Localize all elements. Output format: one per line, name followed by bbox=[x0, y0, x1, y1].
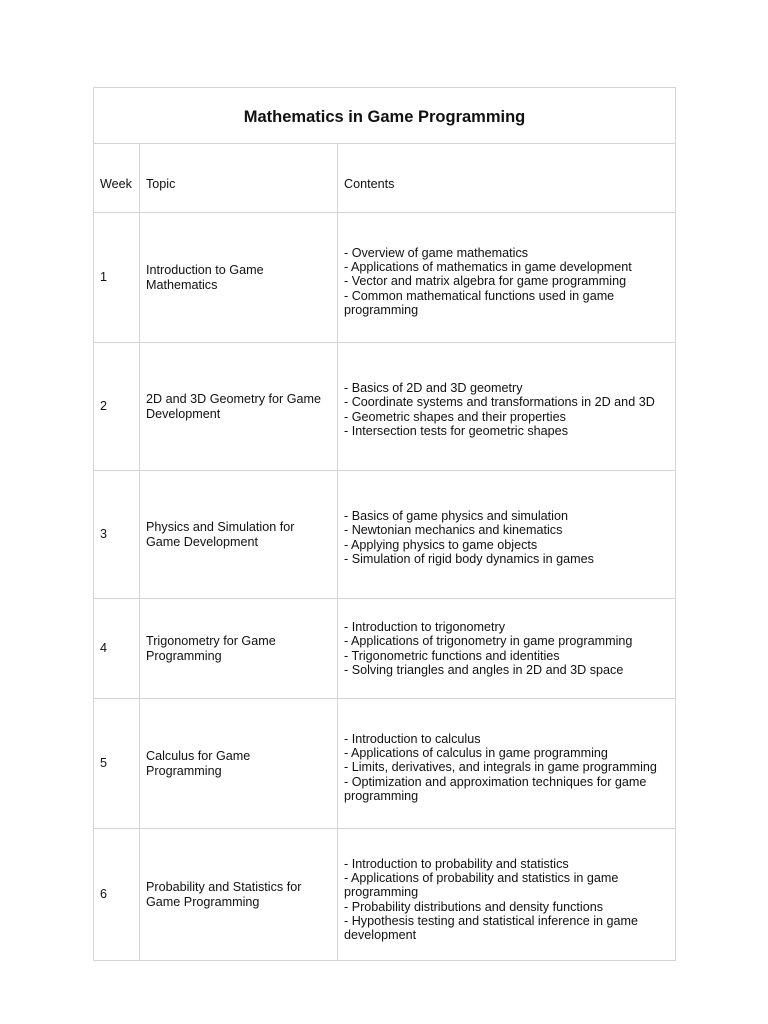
contents-cell bbox=[338, 213, 676, 343]
contents-list bbox=[344, 857, 669, 942]
contents-list bbox=[344, 732, 669, 803]
week-number: 1 bbox=[94, 213, 140, 343]
syllabus-table bbox=[93, 87, 676, 961]
topic-text: 2D and 3D Geometry for Game Development bbox=[140, 343, 338, 471]
contents-item: - Introduction to trigonometry bbox=[344, 620, 505, 635]
contents-item: - Applications of calculus in game programming bbox=[344, 746, 608, 761]
contents-item: - Optimization and approximation techniques for game programming bbox=[344, 774, 647, 803]
contents-cell bbox=[338, 699, 676, 829]
table-row bbox=[94, 599, 676, 699]
contents-item: - Simulation of rigid body dynamics in games bbox=[344, 551, 594, 566]
contents-item: - Applications of trigonometry in game programming bbox=[344, 634, 633, 649]
contents-item: - Intersection tests for geometric shapes bbox=[344, 423, 568, 438]
contents-item: - Basics of game physics and simulation bbox=[344, 509, 568, 524]
contents-list bbox=[344, 381, 669, 438]
contents-item: - Applying physics to game objects bbox=[344, 537, 538, 552]
contents-item: - Overview of game mathematics bbox=[344, 245, 529, 260]
contents-cell bbox=[338, 343, 676, 471]
header-week: Week bbox=[94, 144, 140, 213]
week-number: 2 bbox=[94, 343, 140, 471]
table-row bbox=[94, 471, 676, 599]
table-row bbox=[94, 343, 676, 471]
contents-item: - Applications of mathematics in game development bbox=[344, 260, 632, 275]
topic-text: Physics and Simulation for Game Development bbox=[140, 471, 338, 599]
week-number: 5 bbox=[94, 699, 140, 829]
contents-item: - Introduction to probability and statistics bbox=[344, 856, 569, 871]
contents-item: - Coordinate systems and transformations in 2D and 3D bbox=[344, 395, 655, 410]
contents-item: - Solving triangles and angles in 2D and 3D space bbox=[344, 662, 624, 677]
week-number: 6 bbox=[94, 829, 140, 961]
contents-item: - Geometric shapes and their properties bbox=[344, 409, 566, 424]
document-title: Mathematics in Game Programming bbox=[94, 88, 676, 144]
contents-item: - Probability distributions and density functions bbox=[344, 899, 604, 914]
contents-list bbox=[344, 246, 669, 317]
topic-text: Calculus for Game Programming bbox=[140, 699, 338, 829]
contents-cell bbox=[338, 599, 676, 699]
topic-text: Probability and Statistics for Game Programming bbox=[140, 829, 338, 961]
contents-item: - Introduction to calculus bbox=[344, 731, 481, 746]
contents-item: - Limits, derivatives, and integrals in game programming bbox=[344, 760, 657, 775]
table-row bbox=[94, 213, 676, 343]
contents-item: - Hypothesis testing and statistical inference in game development bbox=[344, 913, 639, 942]
contents-list bbox=[344, 620, 669, 677]
header-row bbox=[94, 144, 676, 213]
week-number: 4 bbox=[94, 599, 140, 699]
title-row bbox=[94, 88, 676, 144]
topic-text: Trigonometry for Game Programming bbox=[140, 599, 338, 699]
contents-item: - Trigonometric functions and identities bbox=[344, 648, 560, 663]
header-topic: Topic bbox=[140, 144, 338, 213]
contents-item: - Applications of probability and statistics in game programming bbox=[344, 871, 619, 900]
contents-item: - Vector and matrix algebra for game programming bbox=[344, 274, 627, 289]
contents-item: - Newtonian mechanics and kinematics bbox=[344, 523, 563, 538]
contents-item: - Basics of 2D and 3D geometry bbox=[344, 381, 523, 396]
table-row bbox=[94, 699, 676, 829]
table-row bbox=[94, 829, 676, 961]
topic-text: Introduction to Game Mathematics bbox=[140, 213, 338, 343]
contents-list bbox=[344, 509, 669, 566]
contents-cell bbox=[338, 471, 676, 599]
header-contents: Contents bbox=[338, 144, 676, 213]
contents-item: - Common mathematical functions used in game programming bbox=[344, 288, 615, 317]
contents-cell bbox=[338, 829, 676, 961]
week-number: 3 bbox=[94, 471, 140, 599]
